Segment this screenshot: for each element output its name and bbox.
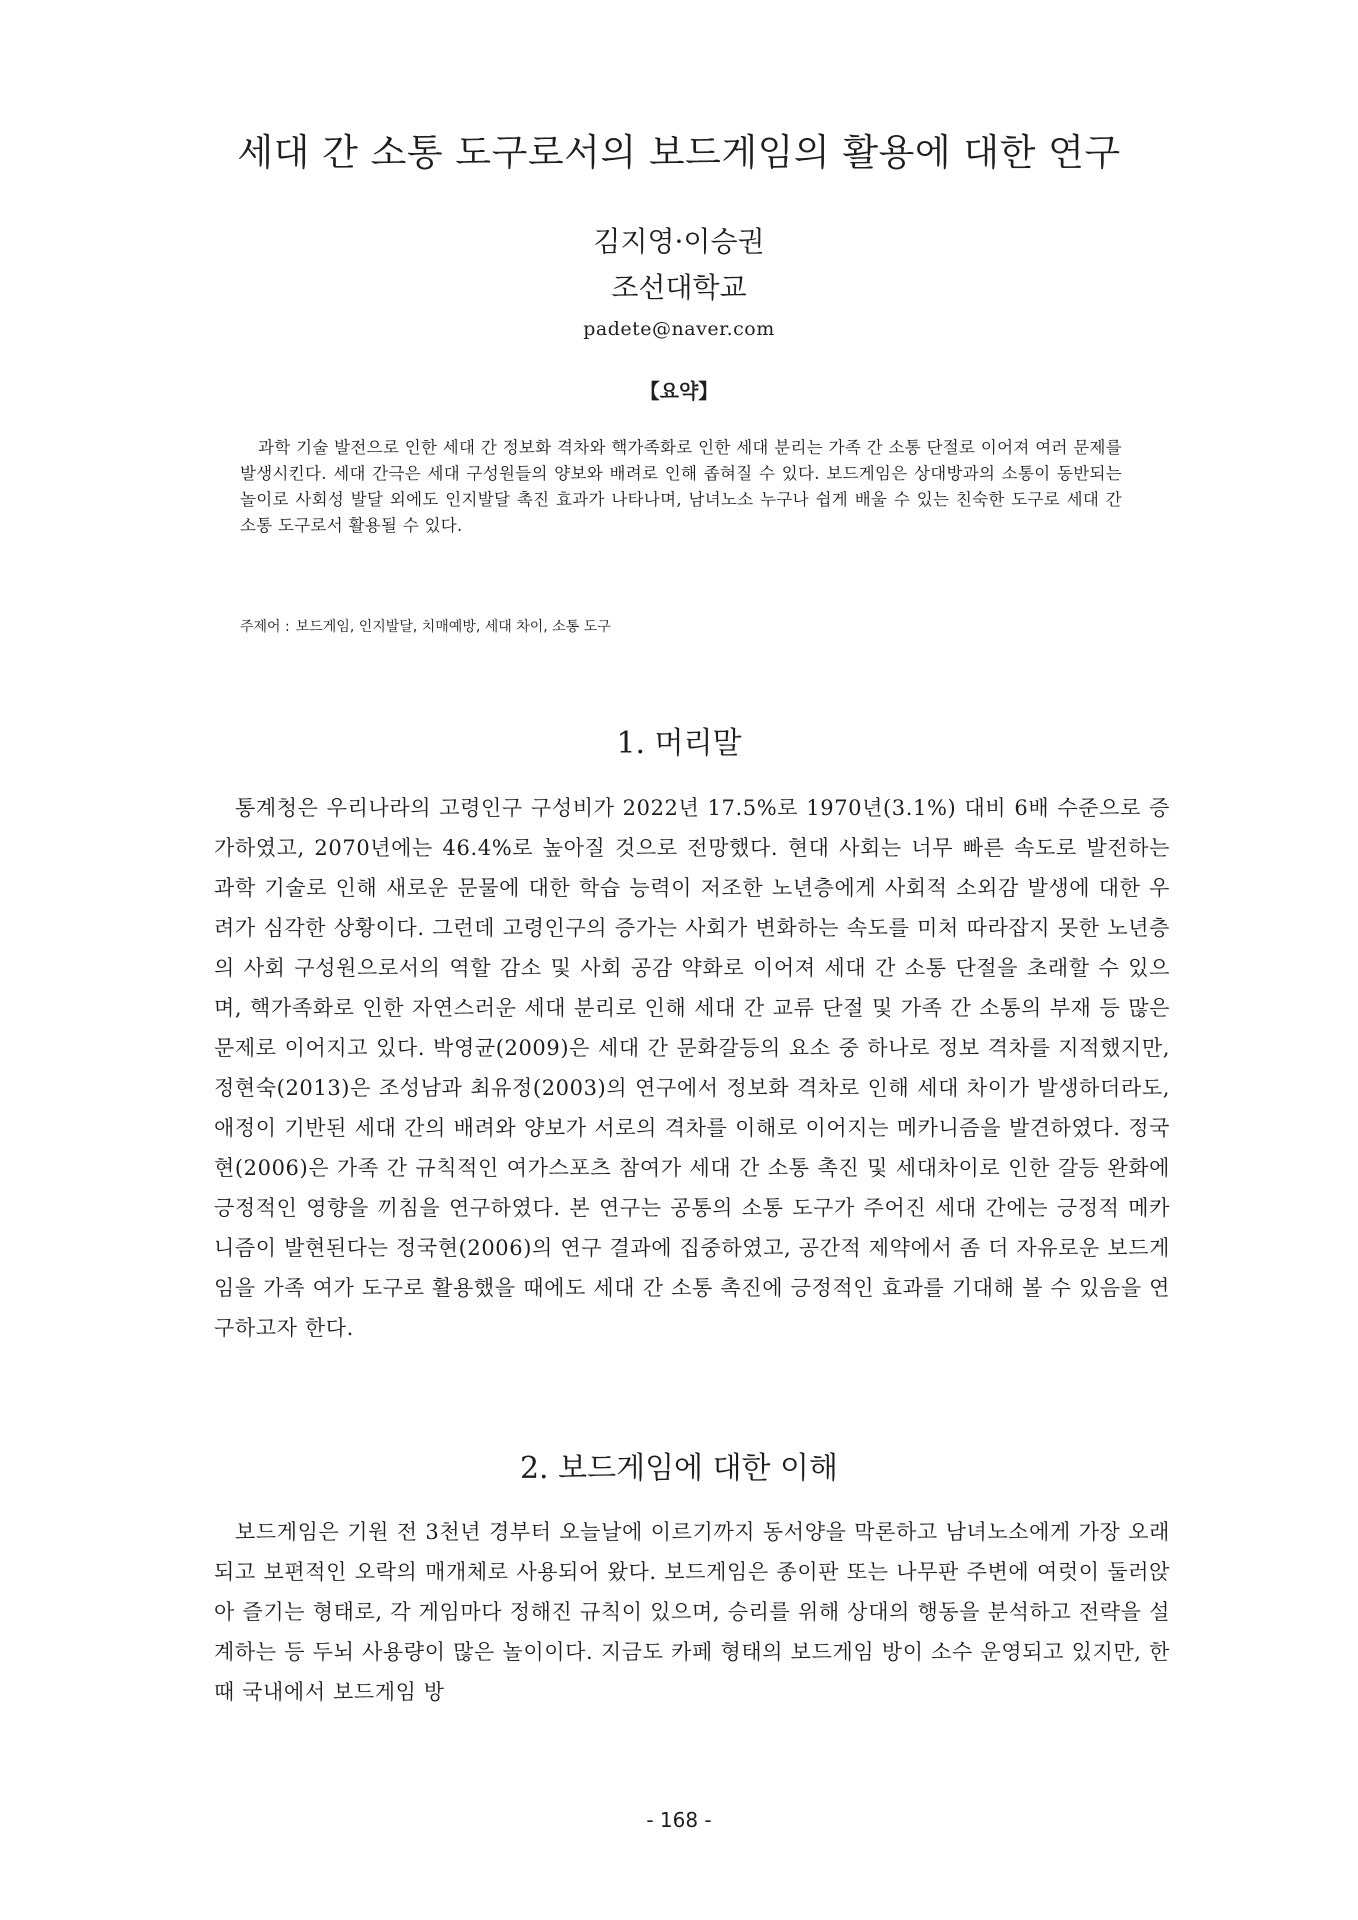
keywords-list: 보드게임, 인지발달, 치매예방, 세대 차이, 소통 도구 — [295, 619, 611, 635]
section-body-boardgame: 보드게임은 기원 전 3천년 경부터 오늘날에 이르기까지 동서양을 막론하고 남녀노소에게 가장 오래되고 보편적인 오락의 매개체로 사용되어 왔다. 보드게임은 종이판 또는 나무판 주변에 여럿이 둘러앉아 즐기는 형태로, 각 게임마다 정해진 규칙이 있으며, 승리를 위해 상대의 행동을 분석하고 전략을 설계하는 등 두뇌 사용량이 많은 놀이이다. 지금도 카페 형태의 보드게임 방이 소수 운영되고 있지만, 한때 국내에서 보드게임 방 — [214, 1520, 1170, 1704]
section-body-introduction: 통계청은 우리나라의 고령인구 구성비가 2022년 17.5%로 1970년(3.1%) 대비 6배 수준으로 증가하였고, 2070년에는 46.4%로 높아질 것으로 전망했다. 현대 사회는 너무 빠른 속도로 발전하는 과학 기술로 인해 새로운 문물에 대한 학습 능력이 저조한 노년층에게 사회적 소외감 발생에 대한 우려가 심각한 상황이다. 그런데 고령인구의 증가는 사회가 변화하는 속도를 미처 따라잡지 못한 노년층의 사회 구성원으로서의 역할 감소 및 사회 공감 약화로 이어져 세대 간 소통 단절을 초래할 수 있으며, 핵가족화로 인한 자연스러운 세대 분리로 인해 세대 간 교류 단절 및 가족 간 소통의 부재 등 많은 문제로 이어지고 있다. 박영균(2009)은 세대 간 문화갈등의 요소 중 하나로 정보 격차를 지적했지만, 정현숙(2013)은 조성남과 최유정(2003)의 연구에서 정보화 격차로 인해 세대 차이가 발생하더라도, 애정이 기반된 세대 간의 배려와 양보가 서로의 격차를 이해로 이어지는 메카니즘을 발견하였다. 정국현(2006)은 가족 간 규칙적인 여가스포츠 참여가 세대 간 소통 촉진 및 세대차이로 인한 갈등 완화에 긍정적인 영향을 끼침을 연구하였다. 본 연구는 공통의 소통 도구가 주어진 세대 간에는 긍정적 메카니즘이 발현된다는 정국현(2006)의 연구 결과에 집중하였고, 공간적 제약에서 좀 더 자유로운 보드게임을 가족 여가 도구로 활용했을 때에도 세대 간 소통 촉진에 긍정적인 효과를 기대해 볼 수 있음을 연구하고자 한다. — [214, 796, 1170, 1340]
page-number: - 168 - — [646, 1808, 712, 1832]
section-heading-introduction: 1. 머리말 — [616, 726, 742, 761]
abstract-heading: 【요약】 — [639, 379, 719, 403]
section-heading-boardgame: 2. 보드게임에 대한 이해 — [519, 1451, 839, 1486]
keywords-label: 주제어 : — [240, 619, 290, 635]
abstract-text: 과학 기술 발전으로 인한 세대 간 정보화 격차와 핵가족화로 인한 세대 분리는 가족 간 소통 단절로 이어져 여러 문제를 발생시킨다. 세대 간극은 세대 구성원들의 양보와 배려로 인해 좁혀질 수 있다. 보드게임은 상대방과의 소통이 동반되는 놀이로 사회성 발달 외에도 인지발달 촉진 효과가 나타나며, 남녀노소 누구나 쉽게 배울 수 있는 친숙한 도구로 세대 간 소통 도구로서 활용될 수 있다. — [240, 438, 1122, 535]
paper-title: 세대 간 소통 도구로서의 보드게임의 활용에 대한 연구 — [237, 131, 1121, 174]
keywords-line — [240, 616, 1122, 636]
author-email: padete@naver.com — [583, 318, 775, 340]
author-affiliation: 조선대학교 — [611, 271, 747, 304]
author-names: 김지영·이승권 — [593, 225, 765, 258]
